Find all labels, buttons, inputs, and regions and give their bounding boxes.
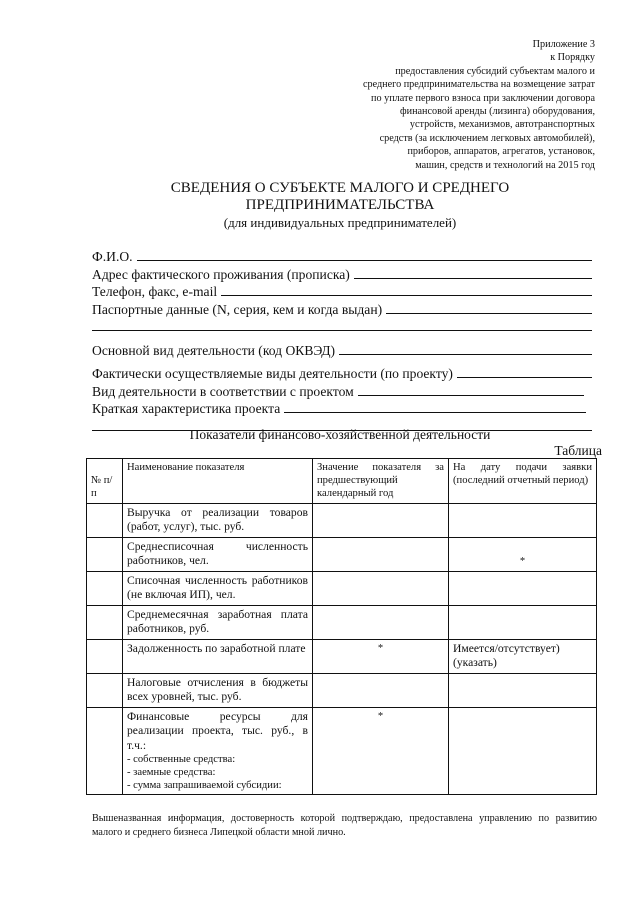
fio-label: Ф.И.О.: [92, 249, 133, 264]
table-row: [87, 503, 597, 537]
prev-year-cell[interactable]: *: [313, 639, 449, 673]
actual-activity-label: Фактически осуществляемые виды деятельности (по проекту): [92, 366, 453, 381]
row-name: Задолженность по заработной плате: [123, 639, 313, 673]
prev-year-cell[interactable]: [313, 537, 449, 571]
table-header-row: [87, 459, 597, 504]
last-period-cell[interactable]: [449, 707, 597, 795]
appendix-line: среднего предпринимательства на возмещение затрат: [362, 79, 595, 91]
header-prev-year: Значение показателя за предшествующий календарный год: [313, 459, 449, 504]
document-subtitle: (для индивидуальных предпринимателей): [223, 215, 457, 230]
row-num-cell: [87, 571, 123, 605]
project-activity-field[interactable]: [358, 383, 584, 396]
row-num-cell: [87, 639, 123, 673]
row-name: Среднесписочная численность работников, чел.: [123, 537, 313, 571]
okved-row: [92, 342, 592, 360]
row-name-group: [123, 707, 313, 795]
prev-year-cell[interactable]: [313, 503, 449, 537]
project-activity-label: Вид деятельности в соответствии с проектом: [92, 383, 354, 399]
row-subitem: - заемные средства:: [127, 767, 216, 779]
table-row: [87, 673, 597, 707]
passport-continuation-row: [92, 318, 592, 336]
document-title: [90, 180, 590, 214]
row-num-cell: [87, 605, 123, 639]
prev-year-cell[interactable]: [313, 571, 449, 605]
passport-label: Паспортные данные (N, серия, кем и когда выдан): [92, 301, 383, 317]
table-row: [87, 639, 597, 673]
project-activity-row: [92, 383, 592, 401]
phone-field[interactable]: [221, 283, 592, 296]
okved-field[interactable]: [339, 342, 592, 355]
last-period-cell[interactable]: Имеется/отсутствует) (указать): [449, 639, 597, 673]
address-field[interactable]: [354, 266, 592, 279]
row-num-cell: [87, 707, 123, 795]
header-num: № п/п: [87, 459, 123, 504]
phone-label: Телефон, факс, e-mail: [92, 284, 218, 299]
appendix-line: приборов, аппаратов, агрегатов, установок,: [407, 146, 595, 158]
title-line-1: СВЕДЕНИЯ О СУБЪЕКТЕ МАЛОГО И СРЕДНЕГО: [170, 180, 510, 196]
okved-label: Основной вид деятельности (код ОКВЭД): [92, 342, 336, 358]
appendix-line: финансовой аренды (лизинга) оборудования,: [400, 106, 595, 118]
project-summary-label: Краткая характеристика проекта: [92, 401, 281, 416]
row-name: Финансовые ресурсы для реализации проекта, тыс. руб., в т.ч.:: [127, 709, 308, 752]
last-period-cell[interactable]: [449, 673, 597, 707]
phone-row: [92, 283, 592, 301]
appendix-line: устройств, механизмов, автотранспортных: [409, 119, 595, 131]
appendix-header: [300, 38, 595, 172]
row-name: Среднемесячная заработная плата работников, руб.: [123, 605, 313, 639]
last-period-cell[interactable]: [449, 605, 597, 639]
last-period-cell[interactable]: [449, 571, 597, 605]
table-row: [87, 605, 597, 639]
fio-row: [92, 248, 592, 266]
project-summary-row: [92, 400, 592, 418]
actual-activity-row: [92, 365, 592, 383]
appendix-line: машин, средств и технологий на 2015 год: [415, 159, 595, 171]
financial-indicators-table: [86, 458, 597, 795]
table-label: Таблица: [554, 443, 602, 458]
passport-row: [92, 301, 592, 319]
appendix-line: по уплате первого взноса при заключении договора: [371, 92, 595, 104]
passport-continuation-field[interactable]: [92, 318, 592, 331]
header-name: Наименование показателя: [123, 459, 313, 504]
row-num-cell: [87, 673, 123, 707]
table-row: [87, 707, 597, 795]
row-subitem: - собственные средства:: [127, 754, 236, 766]
table-row: [87, 571, 597, 605]
appendix-line: к Порядку: [550, 52, 595, 64]
prev-year-cell[interactable]: [313, 673, 449, 707]
appendix-line: предоставления субсидий субъектам малого и: [395, 65, 595, 77]
row-num-cell: [87, 503, 123, 537]
actual-activity-field[interactable]: [457, 365, 592, 378]
table-row: [87, 537, 597, 571]
applicant-fields: [92, 248, 592, 435]
row-num-cell: [87, 537, 123, 571]
project-summary-field[interactable]: [284, 400, 586, 413]
prev-year-cell[interactable]: [313, 605, 449, 639]
last-period-cell[interactable]: *: [449, 537, 597, 571]
row-name: Выручка от реализации товаров (работ, услуг), тыс. руб.: [123, 503, 313, 537]
appendix-line: средств (за исключением легковых автомобилей),: [379, 132, 595, 144]
fio-field[interactable]: [137, 248, 592, 261]
certification-footer: Вышеназванная информация, достоверность которой подтверждаю, предоставлена управлению по развитию малого и среднего бизнеса Липецкой области мной лично.: [92, 813, 597, 838]
section-title: Показатели финансово-хозяйственной деятельности: [189, 427, 491, 442]
address-row: [92, 266, 592, 284]
row-subitem: - сумма запрашиваемой субсидии:: [127, 780, 282, 792]
appendix-line: Приложение 3: [532, 39, 595, 50]
last-period-cell[interactable]: [449, 503, 597, 537]
prev-year-cell[interactable]: *: [313, 707, 449, 795]
address-label: Адрес фактического проживания (прописка): [92, 266, 350, 282]
row-name: Списочная численность работников (не включая ИП), чел.: [123, 571, 313, 605]
title-line-2: ПРЕДПРИНИМАТЕЛЬСТВА: [245, 197, 435, 213]
header-last-period: На дату подачи заявки (последний отчетный период): [449, 459, 597, 504]
row-name: Налоговые отчисления в бюджеты всех уровней, тыс. руб.: [123, 673, 313, 707]
passport-field[interactable]: [386, 301, 592, 314]
